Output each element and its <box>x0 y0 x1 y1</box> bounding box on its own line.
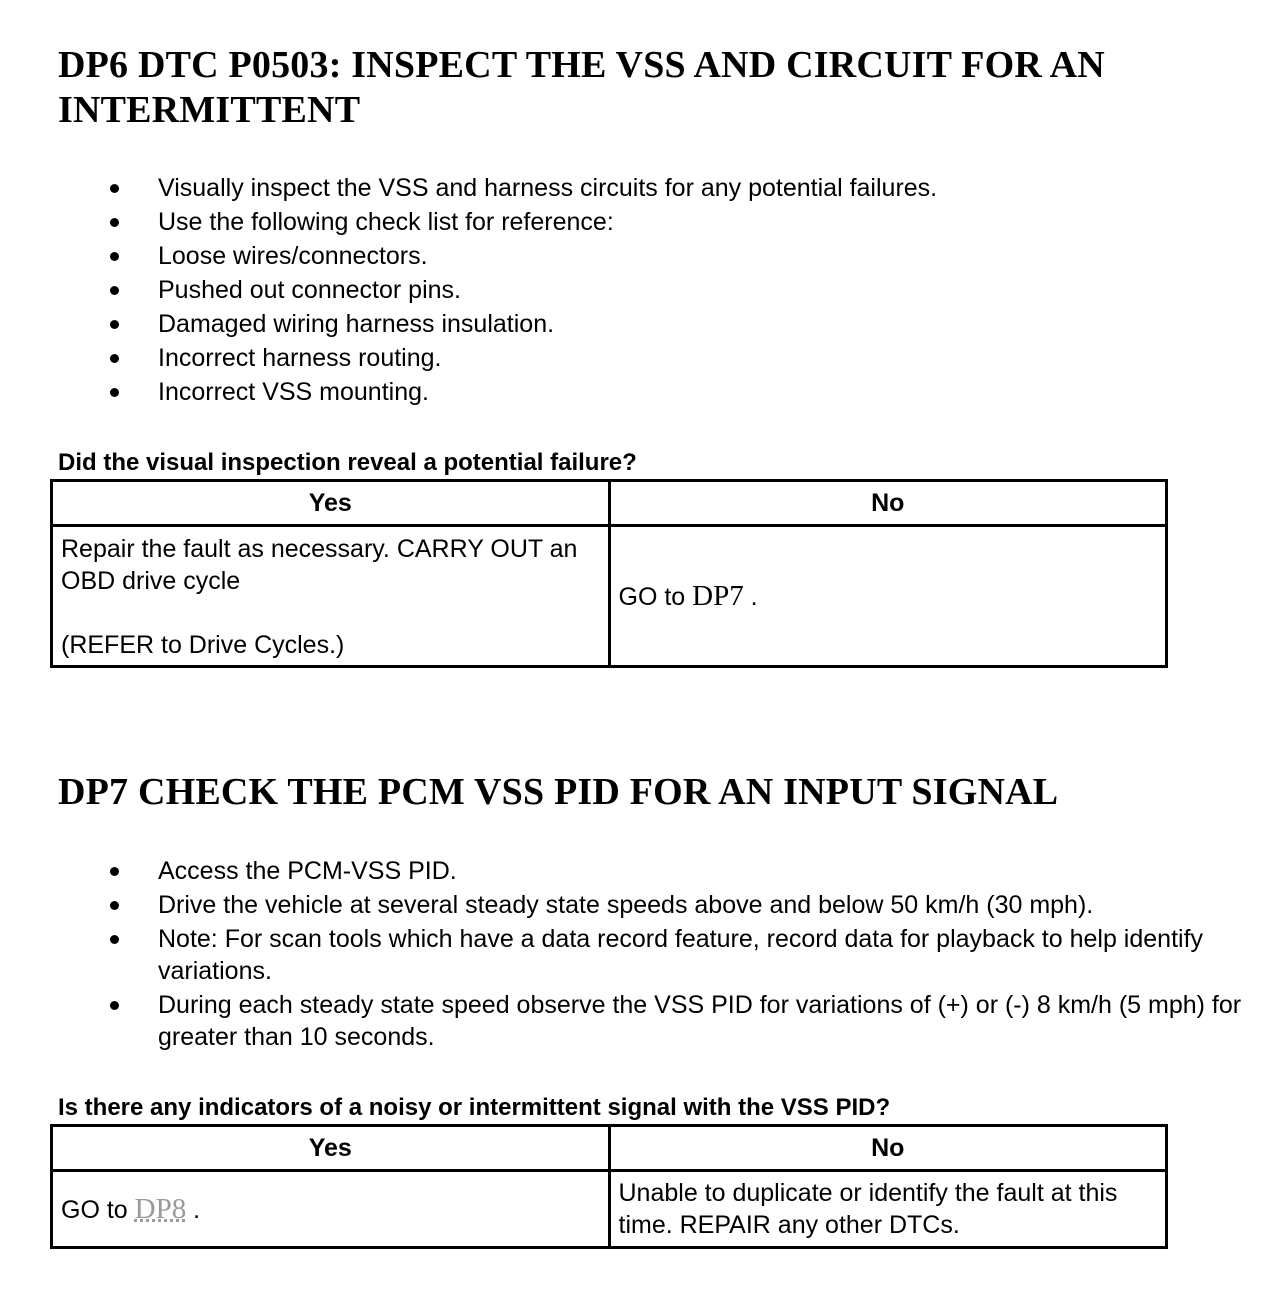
bullet-icon <box>110 388 119 397</box>
decision-question: Did the visual inspection reveal a potential failure? <box>58 449 637 476</box>
yes-header: Yes <box>52 481 610 526</box>
decision-table <box>50 1124 1168 1249</box>
table-header-row <box>52 1126 1167 1171</box>
bullet-icon <box>110 354 119 363</box>
yes-cell <box>52 526 610 667</box>
goto-prefix: GO to <box>61 1195 128 1224</box>
list-item: Loose wires/connectors. <box>0 240 1265 272</box>
dp8-link[interactable]: DP8 <box>134 1192 187 1225</box>
bullet-icon <box>110 1001 119 1010</box>
goto-suffix: . <box>743 582 758 611</box>
list-item: Access the PCM-VSS PID. <box>0 855 1265 887</box>
yes-header: Yes <box>52 1126 610 1171</box>
table-header-row <box>52 481 1167 526</box>
goto-prefix: GO to <box>618 582 686 611</box>
dp7-link[interactable]: DP7 <box>692 579 744 612</box>
table-row <box>52 1171 1167 1248</box>
list-item: Pushed out connector pins. <box>0 274 1265 306</box>
no-header: No <box>609 481 1167 526</box>
bullet-icon <box>110 867 119 876</box>
list-item: Visually inspect the VSS and harness circuits for any potential failures. <box>0 172 1265 204</box>
bullet-icon <box>110 184 119 193</box>
decision-table <box>50 479 1168 668</box>
goto-suffix: . <box>186 1195 201 1224</box>
pid-check-bullet-list <box>0 855 1265 1055</box>
table-row <box>52 526 1167 667</box>
bullet-icon <box>110 252 119 261</box>
list-item: Use the following check list for reference: <box>0 206 1265 238</box>
section-heading-dp6: DP6 DTC P0503: INSPECT THE VSS AND CIRCUIT FOR AN INTERMITTENT <box>58 44 1105 131</box>
list-item: Drive the vehicle at several steady state speeds above and below 50 km/h (30 mph). <box>0 889 1265 921</box>
list-item: Damaged wiring harness insulation. <box>0 308 1265 340</box>
section-heading-dp7: DP7 CHECK THE PCM VSS PID FOR AN INPUT SIGNAL <box>58 771 1059 813</box>
bullet-icon <box>110 218 119 227</box>
no-header: No <box>609 1126 1167 1171</box>
bullet-icon <box>110 935 119 944</box>
bullet-icon <box>110 901 119 910</box>
decision-question: Is there any indicators of a noisy or intermittent signal with the VSS PID? <box>58 1094 891 1121</box>
inspection-bullet-list <box>0 172 1265 410</box>
bullet-icon <box>110 320 119 329</box>
yes-cell <box>52 1171 610 1248</box>
list-item: Incorrect harness routing. <box>0 342 1265 374</box>
yes-instruction: Repair the fault as necessary. CARRY OUT an OBD drive cycle <box>61 535 578 595</box>
list-item: Note: For scan tools which have a data record feature, record data for playback to help identify variations. <box>0 923 1265 987</box>
list-item: Incorrect VSS mounting. <box>0 376 1265 408</box>
no-cell <box>609 526 1167 667</box>
no-cell: Unable to duplicate or identify the fault at this time. REPAIR any other DTCs. <box>609 1171 1167 1248</box>
drive-cycles-reference[interactable]: (REFER to Drive Cycles.) <box>61 631 345 659</box>
list-item: During each steady state speed observe the VSS PID for variations of (+) or (-) 8 km/h (5 mph) for greater than 10 seconds. <box>0 989 1265 1053</box>
bullet-icon <box>110 286 119 295</box>
